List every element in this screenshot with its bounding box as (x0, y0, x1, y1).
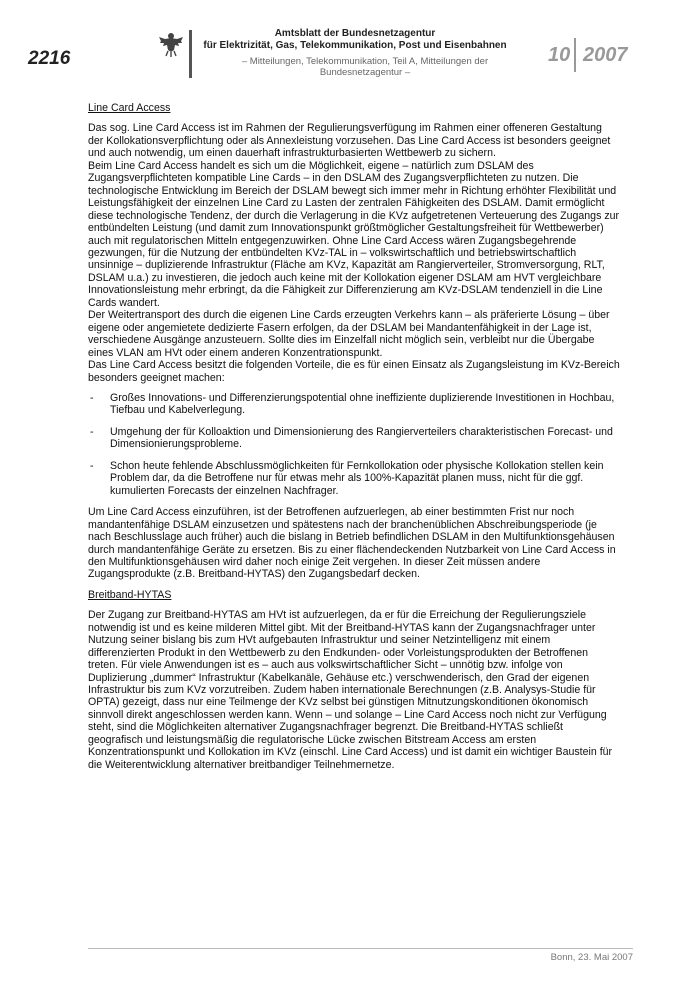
section-heading-line-card-access: Line Card Access (88, 102, 171, 114)
issue-number: 10 (548, 44, 571, 66)
list-item-text: Schon heute fehlende Abschlussmöglichkeiten für Fernkollokation oder physische Kollokation stellen kein Problem dar, da die Betroffene nur für etwas mehr als 100%-Kapazität planen muss, nicht für die ggf. kumulierten Forecasts der einzelnen Nachfrager. (110, 459, 604, 497)
bullet-marker: - (90, 459, 94, 472)
list-item (88, 460, 620, 497)
list-item (88, 426, 620, 451)
advantages-list (88, 392, 620, 497)
list-item (88, 392, 620, 417)
paragraph: Beim Line Card Access handelt es sich um die Möglichkeit, eigene – natürlich zum DSLAM des Zugangsverpflichteten kompatible Line Cards – in den DSLAM des Zugangsverpflichteten zu nutzen. Die technologische Entwicklung im Bereich der DSLAM bewegt sich immer mehr in Richtung erhöhter Flexibilität und Leistungsfähigkeit der einzelnen Line Card zu Lasten der zentralen Fähigkeiten des DSLAM. Damit ermöglicht diese technologische Tendenz, der durch die Verlagerung in die KVz aufgetretenen Verteuerung des Zugangs zur entbündelten Leistung (und damit zum Innovationspunkt größtmöglicher Gestaltungsfreiheit für Wettbewerber) auch mit regulatorischen Mitteln entgegenzuwirken. Ohne Line Card Access wären Zugangsbegehrende gezwungen, für die Nutzung der entbündelten KVz-TAL in – volkswirtschaftlich und betriebswirtschaftlich unsinnige – duplizierende Infrastruktur (Fläche am KVz, Kapazität am Rangierverteiler, Stromversorgung, RLT, DSLAM u.a.) zu investieren, die jedoch auch keine mit der Kollokation eigener DSLAM am HVT vergleichbare Innovationsleistung mehr erbringt, da die Fähigkeit zur Differenzierung am KVz-DSLAM tendenziell in die Line Cards wandert. (88, 159, 620, 309)
list-item-text: Großes Innovations- und Differenzierungspotential ohne ineffiziente duplizierende Investitionen in Hochbau, Tiefbau und Kabelverlegung. (110, 391, 615, 417)
document-body (88, 102, 620, 771)
section-heading-breitband-hytas: Breitband-HYTAS (88, 588, 172, 601)
publication-title (200, 28, 510, 52)
paragraph: Das sog. Line Card Access ist im Rahmen der Regulierungsverfügung im Rahmen einer offeneren Gestaltung der Kollokationsverpflichtung oder als Annexleistung vorzusehen. Das Line Card Access ist besonders geeignet und auch notwendig, um einen dauerhaft infrastrukturbasierten Wettbewerb zu sichern. (88, 122, 611, 160)
bullet-marker: - (90, 391, 94, 404)
footer-divider (88, 948, 633, 949)
paragraph: Das Line Card Access besitzt die folgenden Vorteile, die es für einen Einsatz als Zugangsleistung im KVz-Bereich besonders geeignet machen: (88, 359, 620, 384)
bullet-marker: - (90, 425, 94, 438)
paragraph: Um Line Card Access einzuführen, ist der Betroffenen aufzuerlegen, ab einer bestimmten Frist nur noch mandantenfähige DSLAM einzusetzen und spätestens nach der branchenüblichen Abschreibungsperiode (je nach Beschlusslage auch früher) auch die bislang in Betrieb befindlichen DSLAM in den Multifunktionsgehäusen durch mandantenfähige Geräte zu ersetzen. Bis zu einer flächendeckenden Nutzbarkeit von Line Card Access in den Multifunktionsgehäusen wird daher noch einige Zeit vergehen. In dieser Zeit müssen andere Zugangsprodukte (z.B. Breitband-HYTAS) den Zugangsbedarf decken. (88, 506, 616, 581)
list-item-text: Umgehung der für Kolloaktion und Dimensionierung des Rangierverteilers charakteristischen Forecast- und Dimensionierungsprobleme. (110, 425, 613, 451)
page-number: 2216 (28, 48, 71, 69)
footer-date: Bonn, 23. Mai 2007 (550, 952, 633, 963)
publication-title-line1: Amtsblatt der Bundesnetzagentur (274, 28, 436, 39)
issue-divider (574, 38, 576, 72)
paragraph: Der Zugang zur Breitband-HYTAS am HVt ist aufzuerlegen, da er für die Erreichung der Regulierungsziele notwendig ist und es keine milderen Mittel gibt. Mit der Breitband-HYTAS kann der Zugangsnachfrager unter Nutzung seiner bislang bis zum HVt aufgebauten Infrastruktur und seiner Netzintelligenz mit einem differenzierten Produkt in den Wettbewerb zu den Endkunden- oder Vorleistungsprodukten der Betroffenen treten. Für viele Anwendungen ist es – auch aus volkswirtschaftlicher Sicht – unnötig bzw. infolge von Duplizierung „dummer“ Infrastruktur (Kabelkanäle, Gehäuse etc.) verschwenderisch, den Grad der eigenen Infrastruktur bis zum KVz vorzutreiben. Zudem haben internationale Berechnungen (z.B. Analysys-Studie für OPTA) gezeigt, dass nur eine Teilmenge der KVz selbst bei günstigen Mitnutzungskonditionen ökonomisch sinnvoll direkt angeschlossen werden kann. Wenn – und solange – Line Card Access noch nicht zur Verfügung steht, sind die Möglichkeiten alternativer Zugangsnachfrager begrenzt. Die Breitband-HYTAS schließt geografisch und leistungsmäßig die regulatorische Lücke zwischen Bitstream Access am ersten Konzentrationspunkt und Kollokation im KVz (einschl. Line Card Access) und ist damit ein wichtiger Baustein für die Weiterentwicklung alternativer breitbandiger Teilnehmernetze. (88, 609, 613, 771)
paragraph: Der Weitertransport des durch die eigenen Line Cards erzeugten Verkehrs kann – als präferierte Lösung – über eigene oder angemietete dedizierte Fasern erfolgen, da der DSLAM bei Mandantenfähigkeit in der Lage ist, verschiedene Ausgänge anzusteuern. Sollte dies im Einzelfall nicht möglich sein, verbleibt nur die Übergabe eines VLAN am HVt oder einem anderen Konzentrationspunkt. (88, 309, 610, 359)
publication-title-line2: für Elektrizität, Gas, Telekommunikation, Post und Eisenbahnen (203, 40, 507, 51)
publication-subtitle: – Mitteilungen, Telekommunikation, Teil A, Mitteilungen der Bundesnetzagentur – (241, 56, 489, 78)
issue-year: 2007 (583, 44, 628, 66)
federal-eagle-icon (157, 30, 185, 58)
header-divider (189, 30, 192, 78)
